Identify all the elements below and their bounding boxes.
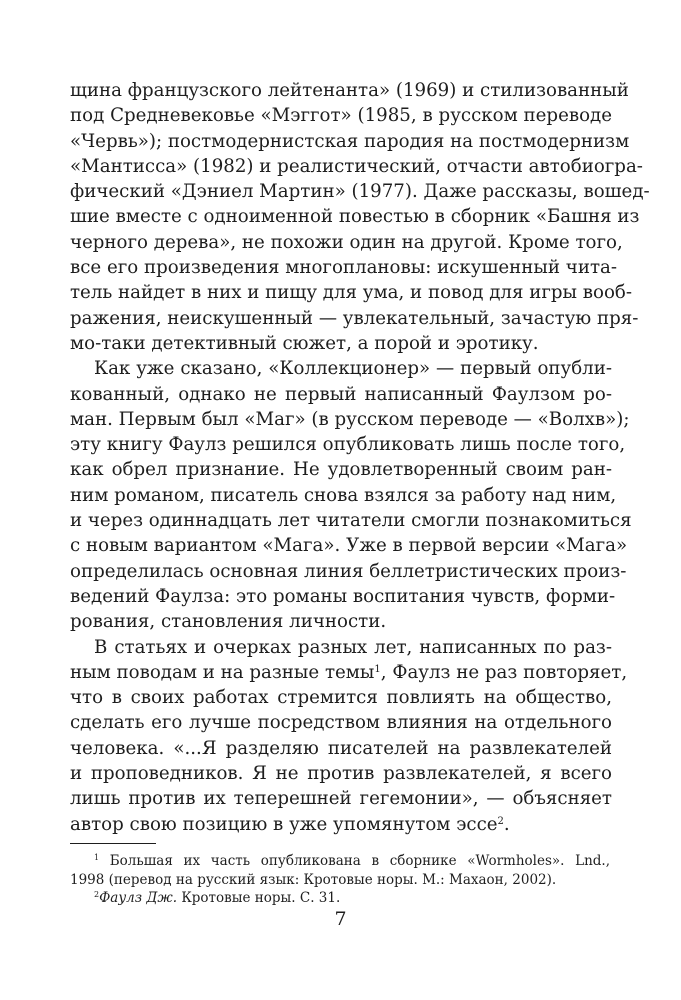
text-fragment: автор свою позицию в уже упомянутом эссе: [70, 813, 498, 835]
text-line: человека. «...Я разделяю писателей на развлекателей: [70, 737, 612, 759]
footnote-2-author: Фаулз Дж.: [99, 890, 178, 907]
page-number: 7: [334, 908, 347, 930]
text-line: «Червь»); постмодернистская пародия на постмодернизм: [70, 130, 630, 152]
text-line: и через одиннадцать лет читатели смогли познакомиться: [70, 510, 632, 532]
text-line: определилась основная линия беллетристических произ-: [70, 560, 627, 582]
footnote-1-text: Большая их часть опубликована в сборнике «Wormholes». Lnd.,: [99, 853, 610, 869]
text-line: мо-таки детективный сюжет, а порой и эротику.: [70, 332, 539, 354]
footnote-2: [70, 889, 610, 908]
footnote-divider: [70, 843, 156, 844]
text-line: лишь против их теперешней гегемонии», — объясняет: [70, 788, 612, 810]
text-line: с новым вариантом «Мага». Уже в первой версии «Мага»: [70, 535, 628, 557]
text-fragment: ным поводам и на разные темы: [70, 661, 375, 683]
footnote-ref-2[interactable]: 2: [497, 815, 504, 827]
footnote-1-line-1: [70, 852, 610, 871]
text-line: ведений Фаулза: это романы воспитания чувств, форми-: [70, 585, 616, 607]
text-line: [70, 660, 628, 685]
footnote-ref-1[interactable]: 1: [374, 663, 381, 675]
text-line: «Мантисса» (1982) и реалистический, отчасти автобиогра-: [70, 155, 643, 177]
text-line: рования, становления личности.: [70, 611, 387, 633]
footnote-2-text: Кротовые норы. С. 31.: [177, 890, 341, 907]
text-fragment: .: [503, 813, 510, 835]
text-line: шие вместе с одноименной повестью в сборник «Башня из: [70, 206, 640, 228]
text-line: ман. Первым был «Маг» (в русском переводе — «Волхв»);: [70, 408, 630, 430]
text-line: что в своих работах стремится повлиять на общество,: [70, 687, 612, 709]
text-line: ражения, неискушенный — увлекательный, зачастую пря-: [70, 307, 639, 329]
text-line: щина французского лейтенанта» (1969) и стилизованный: [70, 80, 629, 101]
text-line: под Средневековье «Мэггот» (1985, в русском переводе: [70, 105, 612, 127]
main-text: [70, 78, 650, 837]
text-line: эту книгу Фаулз решился опубликовать лишь после того,: [70, 434, 626, 456]
text-line: [70, 812, 612, 837]
paragraph-first-line: Как уже сказано, «Коллекционер» — первый опубли-: [94, 358, 612, 380]
text-fragment: , Фаулз не раз повторяет,: [380, 661, 628, 683]
text-line: черного дерева», не похожи один на другой. Кроме того,: [70, 231, 623, 253]
text-line: тель найдет в них и пищу для ума, и повод для игры вооб-: [70, 282, 632, 304]
text-line: кованный, однако не первый написанный Фаулзом ро-: [70, 383, 612, 405]
text-line: все его произведения многоплановы: искушенный чита-: [70, 257, 617, 279]
text-line: сделать его лучше посредством влияния на отдельного: [70, 712, 612, 734]
footnotes: [70, 852, 610, 908]
footnote-2-mark: 2: [94, 890, 100, 900]
text-line: ним романом, писатель снова взялся за работу над ним,: [70, 484, 617, 506]
text-line: и проповедников. Я не против развлекателей, я всего: [70, 763, 612, 785]
paragraph-first-line: В статьях и очерках разных лет, написанных по раз-: [94, 636, 612, 658]
text-line: фический «Дэниел Мартин» (1977). Даже рассказы, вошед-: [70, 181, 650, 203]
footnote-1-line-2: 1998 (перевод на русский язык: Кротовые норы. М.: Махаон, 2002).: [70, 871, 557, 888]
footnote-1-mark: 1: [94, 853, 100, 862]
text-line: как обрел признание. Не удовлетворенный своим ран-: [70, 459, 612, 481]
